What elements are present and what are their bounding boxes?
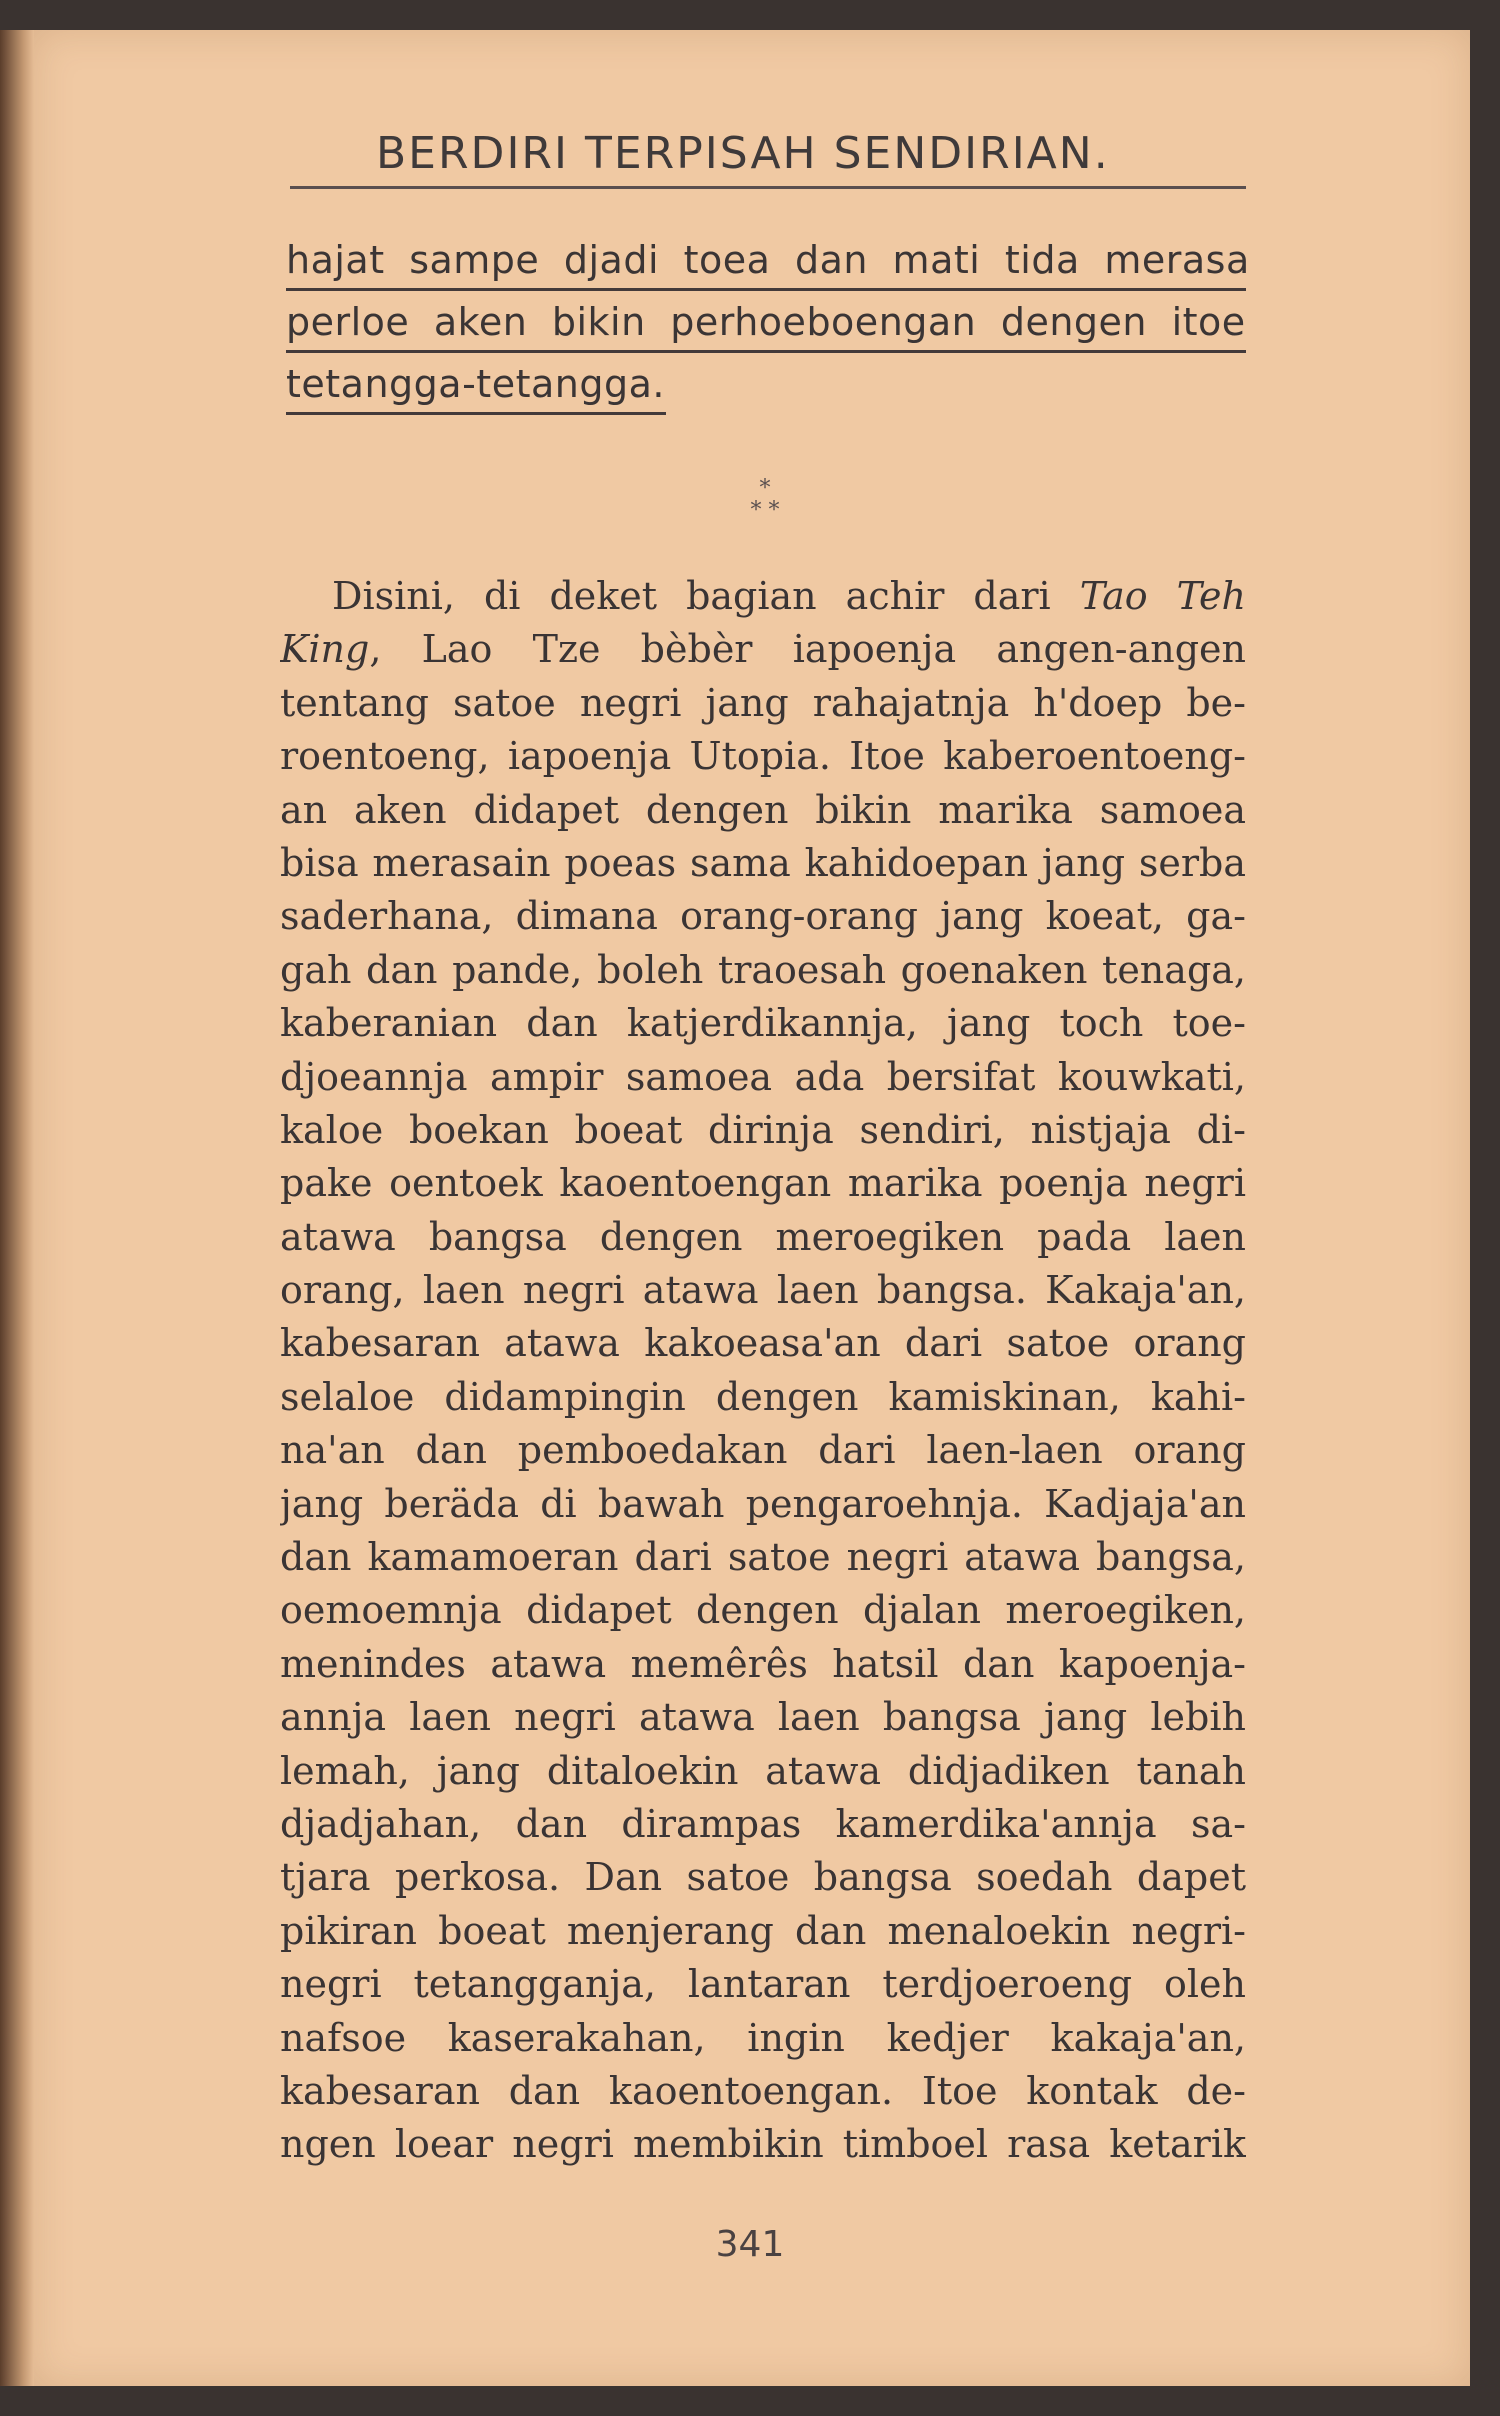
body-line: nafsoe kaserakahan, ingin kedjer kakaja'an,: [280, 2015, 1246, 2060]
page-header: [286, 100, 1246, 190]
body-line: negri tetangganja, lantaran terdjoeroeng oleh: [280, 1962, 1246, 2007]
body-line: orang, laen negri atawa laen bangsa. Kakaja'an,: [280, 1268, 1246, 1313]
body-line: pikiran boeat menjerang dan menaloekin negri-: [280, 1908, 1246, 1953]
intro-line: hajat sampe djadi toea dan mati tida merasa: [286, 238, 1246, 291]
body-line: roentoeng, iapoenja Utopia. Itoe kaberoentoeng-: [280, 734, 1246, 779]
book-spine-shadow: [0, 30, 34, 2386]
body-line: djoeannja ampir samoea ada bersifat kouwkati,: [280, 1054, 1246, 1099]
body-line: King, Lao Tze bèbèr iapoenja angen-angen: [280, 627, 1246, 672]
page-number: 341: [715, 2224, 785, 2265]
body-line: ngen loear negri membikin timboel rasa ketarik: [280, 2122, 1246, 2167]
body-line: kaloe boekan boeat dirinja sendiri, nistjaja di-: [280, 1107, 1246, 1152]
body-line: lemah, jang ditaloekin atawa didjadiken tanah: [280, 1748, 1246, 1793]
body-paragraph: [280, 570, 1246, 2172]
asterism-bottom: * *: [750, 498, 780, 523]
section-asterism: [735, 478, 795, 538]
header-rule: [290, 186, 1246, 189]
body-line: dan kamamoeran dari satoe negri atawa bangsa,: [280, 1535, 1246, 1580]
body-line: kabesaran atawa kakoeasa'an dari satoe orang: [280, 1321, 1246, 1366]
body-line: menindes atawa memêrês hatsil dan kapoenja-: [280, 1641, 1246, 1686]
intro-line: perloe aken bikin perhoeboengan dengen itoe: [286, 300, 1246, 353]
body-line: oemoemnja didapet dengen djalan meroegiken,: [280, 1588, 1246, 1633]
body-line: an aken didapet dengen bikin marika samoea: [280, 787, 1246, 832]
body-line: tjara perkosa. Dan satoe bangsa soedah dapet: [280, 1855, 1246, 1900]
asterism-top: *: [759, 476, 771, 501]
body-line: annja laen negri atawa laen bangsa jang lebih: [280, 1695, 1246, 1740]
body-line: selaloe didampingin dengen kamiskinan, kahi-: [280, 1374, 1246, 1419]
body-line: pake oentoek kaoentoengan marika poenja negri: [280, 1161, 1246, 1206]
running-head: BERDIRI TERPISAH SENDIRIAN.: [376, 128, 1110, 179]
body-line: kabesaran dan kaoentoengan. Itoe kontak de-: [280, 2068, 1246, 2113]
body-line: atawa bangsa dengen meroegiken pada laen: [280, 1214, 1246, 1259]
body-line: gah dan pande, boleh traoesah goenaken tenaga,: [280, 947, 1246, 992]
body-line: saderhana, dimana orang-orang jang koeat, ga-: [280, 894, 1246, 939]
body-line: na'an dan pemboedakan dari laen-laen orang: [280, 1428, 1246, 1473]
body-line: jang beräda di bawah pengaroehnja. Kadjaja'an: [280, 1481, 1246, 1526]
body-line: Disini, di deket bagian achir dari Tao Teh: [332, 574, 1246, 618]
intro-line: tetangga-tetangga.: [286, 362, 666, 415]
body-line: bisa merasain poeas sama kahidoepan jang serba: [280, 840, 1246, 885]
body-line: tentang satoe negri jang rahajatnja h'doep be-: [280, 680, 1246, 725]
body-line: djadjahan, dan dirampas kamerdika'annja sa-: [280, 1801, 1246, 1846]
body-line: kaberanian dan katjerdikannja, jang toch toe-: [280, 1001, 1246, 1046]
